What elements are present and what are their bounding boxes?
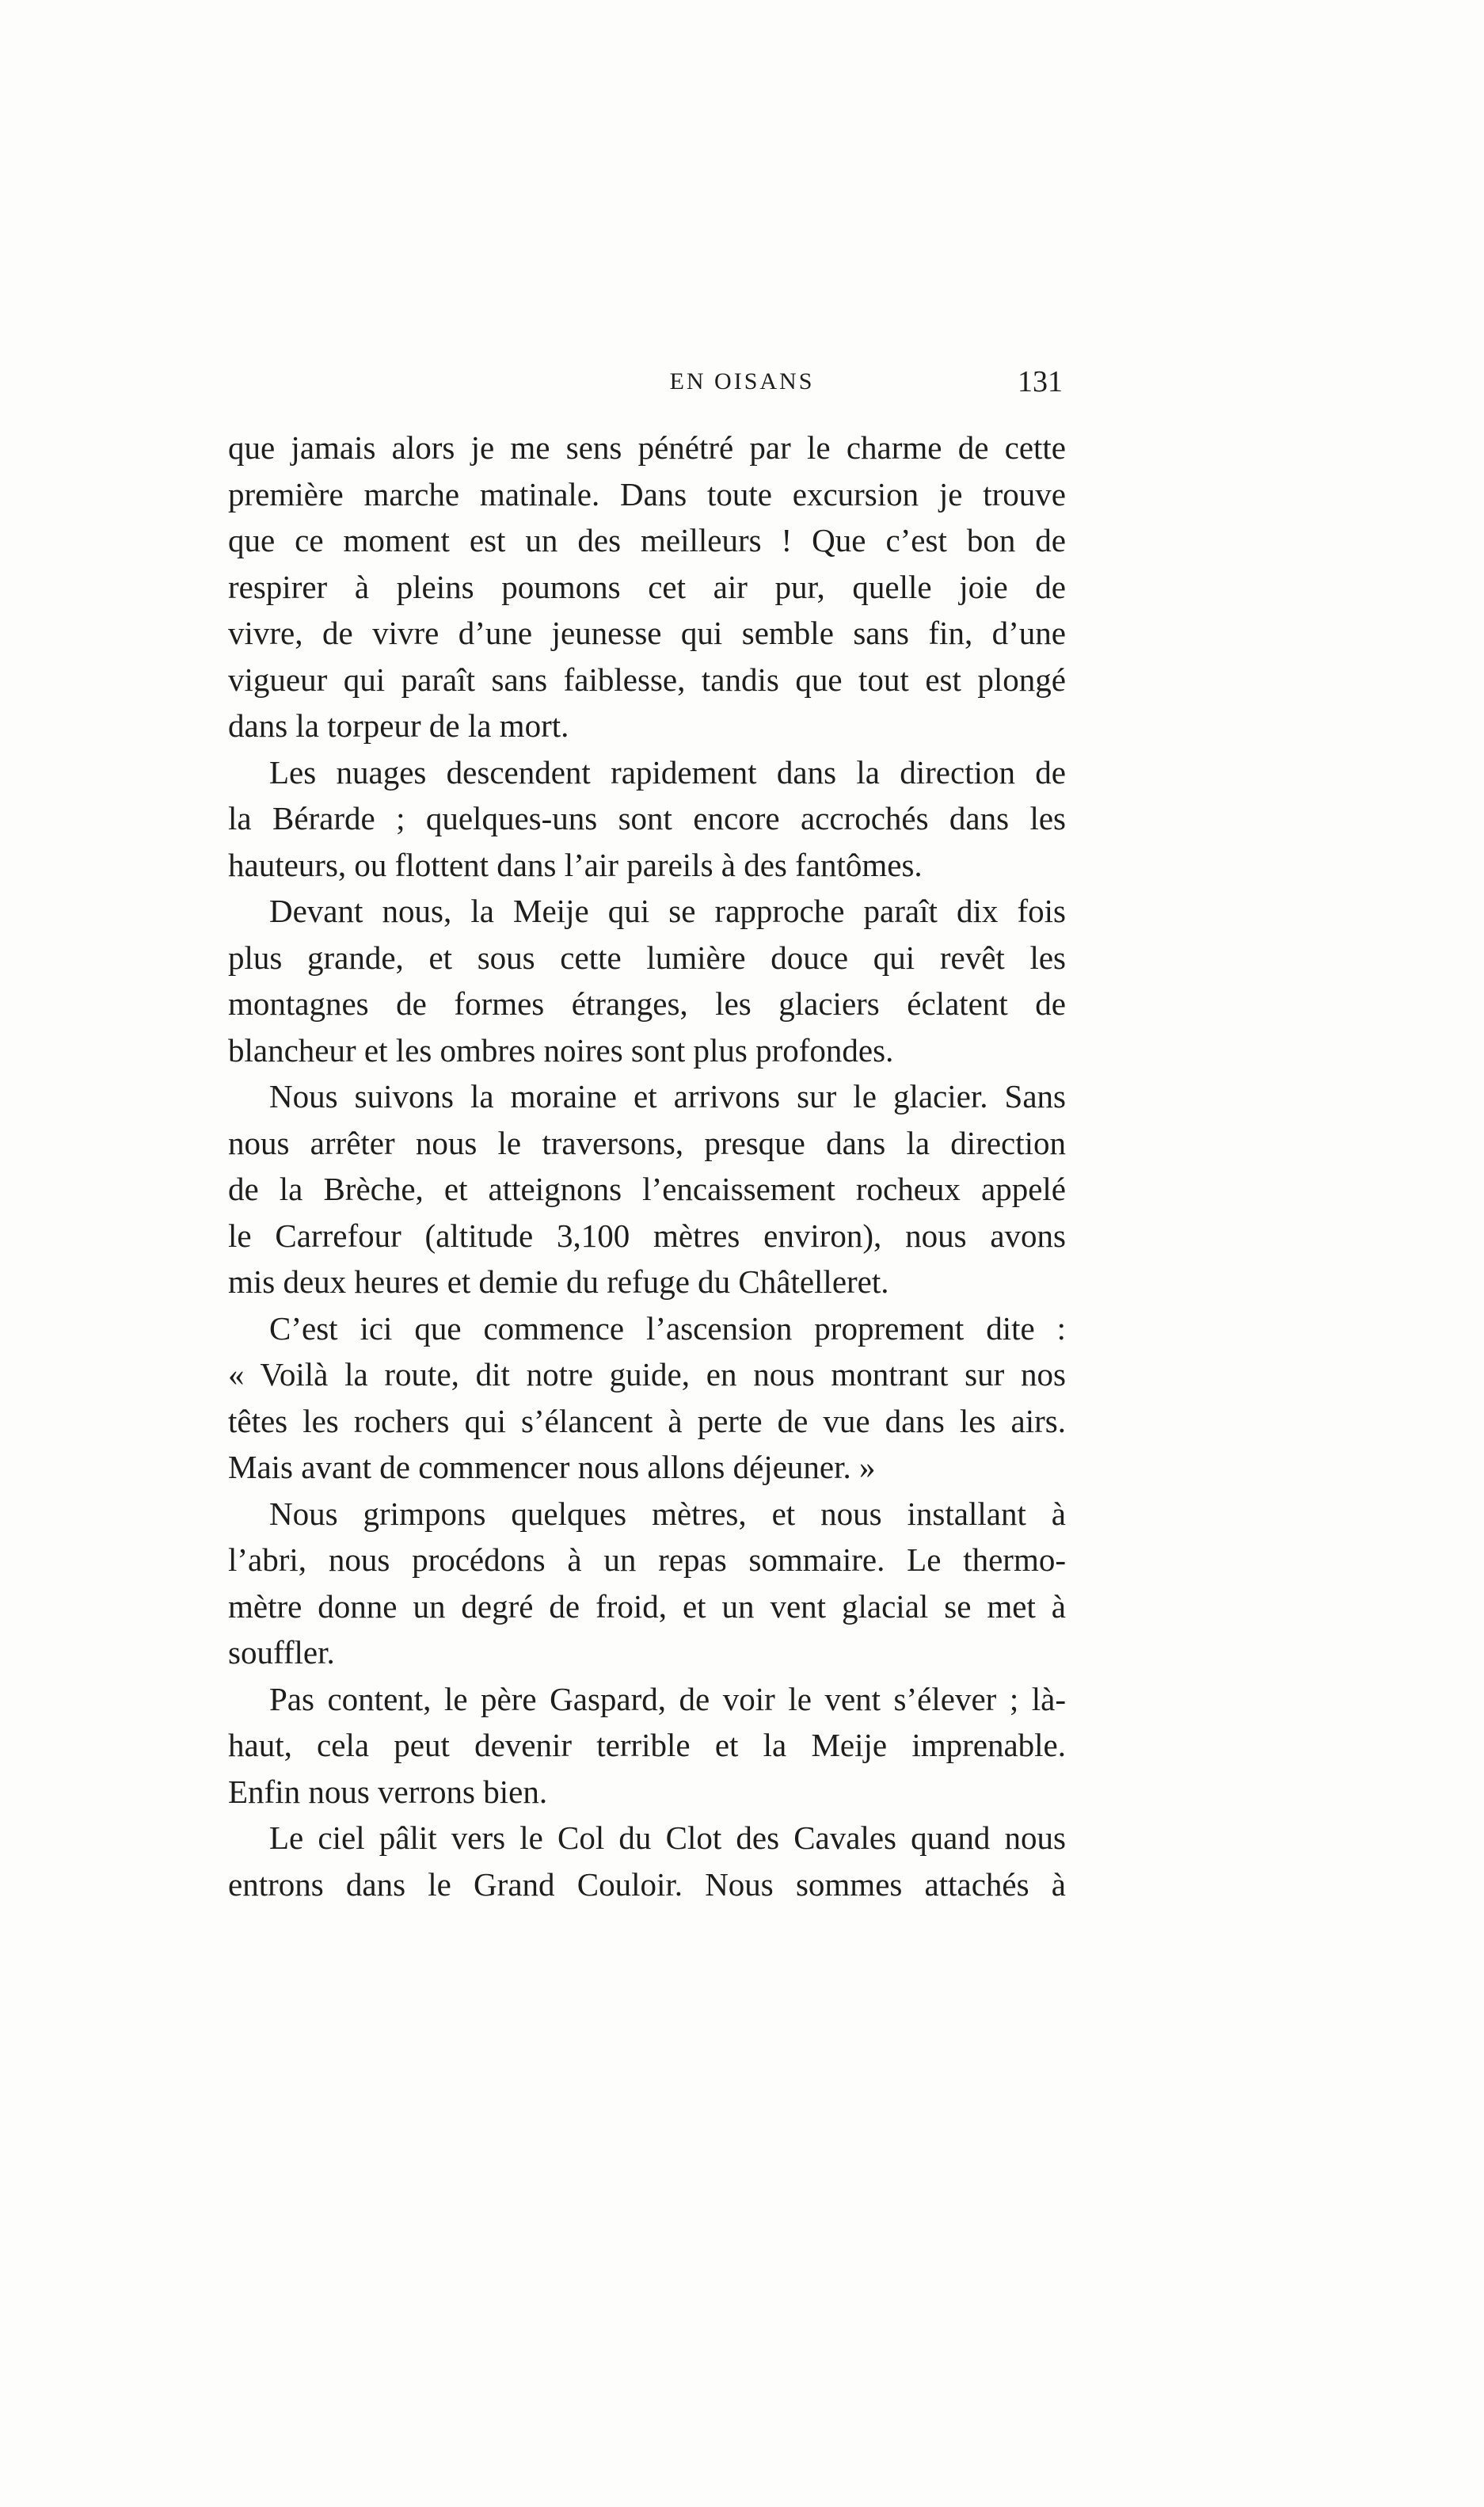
text-line: « Voilà la route, dit notre guide, en nous montrant sur nos	[228, 1356, 1066, 1393]
text-line: mis deux heures et demie du refuge du Châtelleret.	[228, 1263, 889, 1300]
text-line: Les nuages descendent rapidement dans la direction de	[269, 753, 1066, 791]
text-line: le Carrefour (altitude 3,100 mètres environ), nous avons	[228, 1217, 1066, 1254]
running-head	[0, 358, 1484, 406]
text-line: Nous suivons la moraine et arrivons sur le glacier. Sans	[269, 1078, 1066, 1114]
text-line: de la Brèche, et atteignons l’encaissement rocheux appelé	[228, 1171, 1066, 1207]
text-line: Nous grimpons quelques mètres, et nous installant à	[269, 1495, 1066, 1532]
text-line: que ce moment est un des meilleurs ! Que c’est bon de	[228, 522, 1066, 558]
text-line: blancheur et les ombres noires sont plus profondes.	[228, 1031, 894, 1069]
text-line: respirer à pleins poumons cet air pur, quelle joie de	[228, 568, 1066, 605]
running-title: EN OISANS	[669, 368, 815, 394]
text-line: plus grande, et sous cette lumière douce qui revêt les	[228, 939, 1066, 976]
text-line: Le ciel pâlit vers le Col du Clot des Cavales quand nous	[269, 1819, 1066, 1856]
text-line: têtes les rochers qui s’élancent à perte de vue dans les airs.	[228, 1402, 1066, 1439]
text-line: vivre, de vivre d’une jeunesse qui semble sans fin, d’une	[228, 615, 1066, 651]
text-line: que jamais alors je me sens pénétré par le charme de cette	[228, 429, 1066, 466]
text-line: vigueur qui paraît sans faiblesse, tandis que tout est plongé	[228, 661, 1066, 698]
text-line: haut, cela peut devenir terrible et la Meije imprenable.	[228, 1727, 1066, 1763]
text-line: première marche matinale. Dans toute excursion je trouve	[228, 475, 1066, 512]
text-line: montagnes de formes étranges, les glaciers éclatent de	[228, 985, 1066, 1022]
text-line: mètre donne un degré de froid, et un vent glacial se met à	[228, 1587, 1066, 1625]
text-line: Pas content, le père Gaspard, de voir le vent s’élever ; là-	[269, 1680, 1066, 1717]
text-line: Devant nous, la Meije qui se rapproche paraît dix fois	[269, 893, 1066, 929]
body-text	[228, 425, 1066, 1907]
text-line: Enfin nous verrons bien.	[228, 1773, 548, 1810]
page-number: 131	[1018, 365, 1063, 398]
text-line: l’abri, nous procédons à un repas sommaire. Le thermo-	[228, 1541, 1066, 1578]
text-line: hauteurs, ou flottent dans l’air pareils à des fantômes.	[228, 846, 923, 883]
text-line: nous arrêter nous le traversons, presque dans la direction	[228, 1124, 1066, 1161]
text-line: entrons dans le Grand Couloir. Nous sommes attachés à	[228, 1865, 1066, 1903]
text-line: souffler.	[228, 1634, 335, 1671]
text-line: dans la torpeur de la mort.	[228, 707, 569, 744]
text-line: Mais avant de commencer nous allons déjeuner. »	[228, 1449, 876, 1485]
text-line: C’est ici que commence l’ascension proprement dite :	[269, 1309, 1066, 1347]
text-line: la Bérarde ; quelques-uns sont encore accrochés dans les	[228, 800, 1066, 836]
